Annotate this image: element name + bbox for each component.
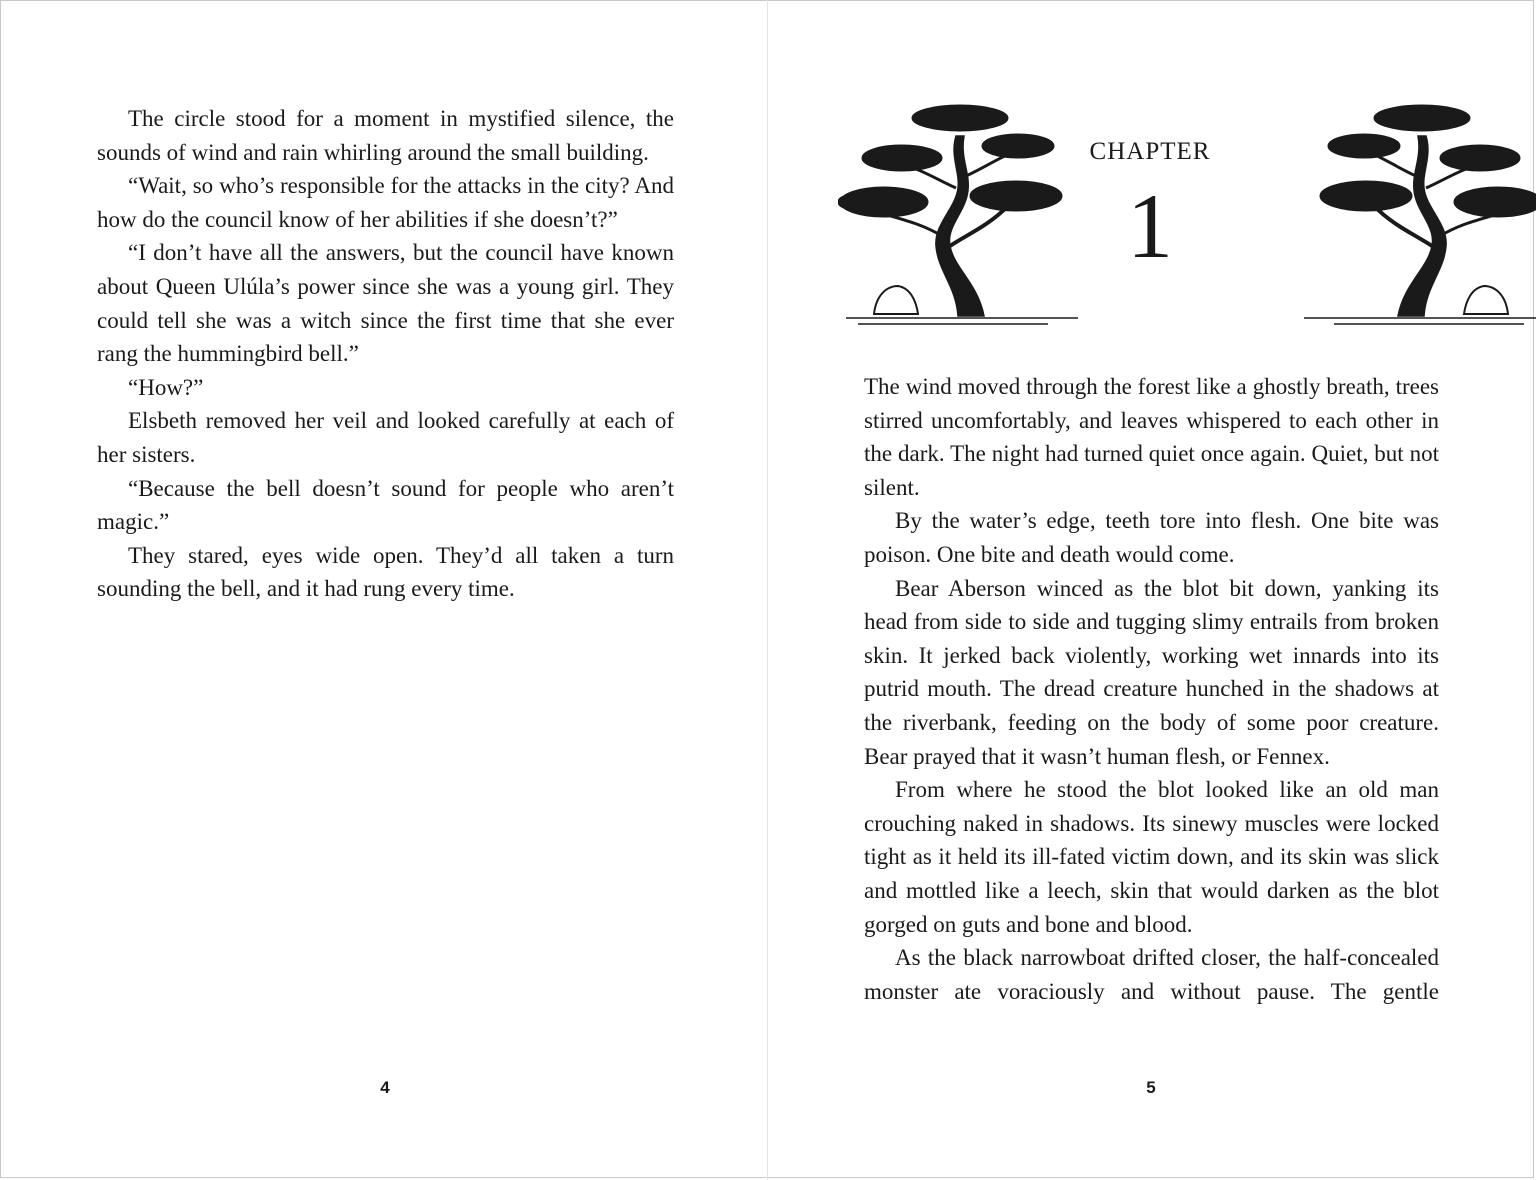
chapter-label: CHAPTER	[1089, 138, 1211, 165]
page-number-right: 5	[1146, 1078, 1156, 1097]
paragraph: “How?”	[128, 374, 204, 400]
paragraph: “I don’t have all the answers, but the council have known about Queen Ulúla’s power since she was a young girl. They could tell she was a witch since the first time that she ever rang the hummingbird bell.”	[97, 240, 674, 367]
left-page-text	[97, 102, 674, 606]
paragraph: Bear Aberson winced as the blot bit down, yanking its head from side to side and tugging slimy entrails from broken skin. It jerked back violently, working wet innards into its putrid mouth. The dread creature hunched in the shadows at the riverbank, feeding on the body of some poor creature. Bear prayed that it wasn’t human flesh, or Fennex.	[864, 575, 1439, 769]
right-page-text	[864, 370, 1439, 1008]
paragraph: They stared, eyes wide open. They’d all taken a turn sounding the bell, and it had rung every time.	[97, 542, 674, 602]
paragraph: The wind moved through the forest like a ghostly breath, trees stirred uncomfortably, and leaves whispered to each other in the dark. The night had turned quiet once again. Quiet, but not silent.	[864, 374, 1439, 500]
paragraph: “Because the bell doesn’t sound for people who aren’t magic.”	[97, 475, 674, 535]
bonsai-tree-icon	[1244, 96, 1536, 328]
page-gutter	[767, 0, 768, 1180]
paragraph: By the water’s edge, teeth tore into flesh. One bite was poison. One bite and death would come.	[864, 508, 1439, 567]
chapter-heading	[1050, 136, 1250, 276]
paragraph: From where he stood the blot looked like an old man crouching naked in shadows. Its sinewy muscles were locked tight as it held its ill-fated victim down, and its skin was slick and mottled like a leech, skin that would darken as the blot gorged on guts and bone and blood.	[864, 777, 1439, 937]
chapter-number: 1	[1127, 175, 1173, 277]
paragraph: The circle stood for a moment in mystified silence, the sounds of wind and rain whirling around the small building.	[97, 106, 674, 165]
paragraph: Elsbeth removed her veil and looked carefully at each of her sisters.	[97, 408, 674, 467]
page-number-left: 4	[380, 1078, 390, 1097]
paragraph: “Wait, so who’s responsible for the attacks in the city? And how do the council know of her abilities if she doesn’t?”	[97, 173, 674, 232]
paragraph: As the black narrowboat drifted closer, the half-concealed monster ate voraciously and without pause. The gentle	[864, 945, 1439, 1004]
